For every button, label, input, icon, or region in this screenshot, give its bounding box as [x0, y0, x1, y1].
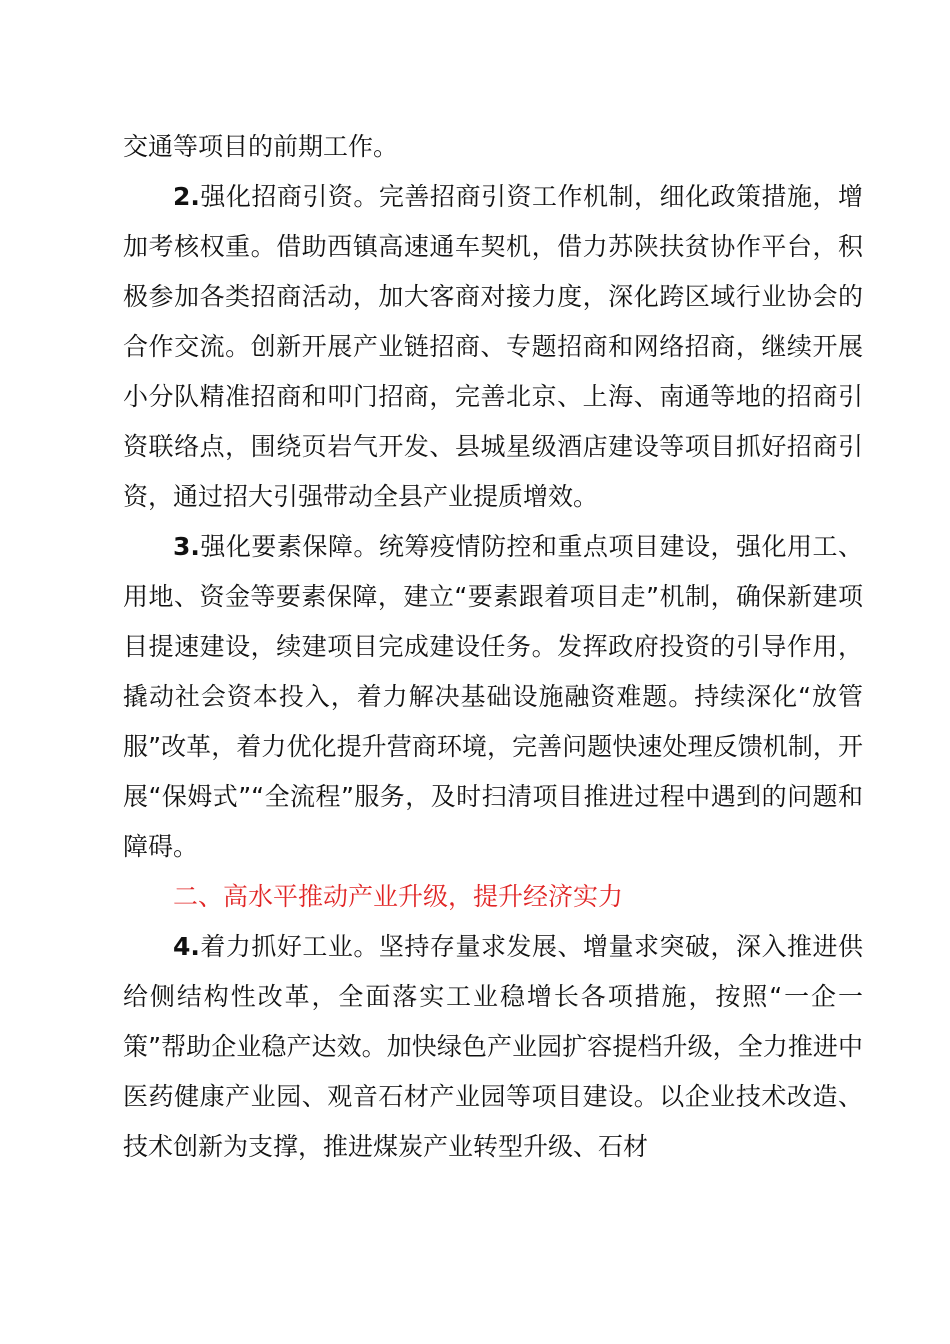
paragraph-4-industry: [123, 922, 863, 1172]
paragraph-text: 交通等项目的前期工作。: [123, 132, 399, 161]
section-heading-industrial-upgrade: 二、高水平推动产业升级，提升经济实力: [173, 882, 624, 911]
paragraph-2-attract-investment: [123, 172, 863, 522]
paragraph-continuation: [123, 122, 863, 172]
paragraph-number: 2.: [173, 182, 200, 211]
paragraph-3-factor-guarantee: [123, 522, 863, 872]
paragraph-text: 强化招商引资。完善招商引资工作机制，细化政策措施，增加考核权重。借助西镇高速通车契机，借力苏陕扶贫协作平台，积极参加各类招商活动，加大客商对接力度，深化跨区域行业协会的合作交流。创新开展产业链招商、专题招商和网络招商，继续开展小分队精准招商和叩门招商，完善北京、上海、南通等地的招商引资联络点，围绕页岩气开发、县城星级酒店建设等项目抓好招商引资，通过招大引强带动全县产业提质增效。: [123, 182, 863, 511]
paragraph-number: 3.: [173, 532, 200, 561]
document-page: [123, 122, 863, 1172]
paragraph-number: 4.: [173, 932, 200, 961]
paragraph-text: 强化要素保障。统筹疫情防控和重点项目建设，强化用工、用地、资金等要素保障，建立“要素跟着项目走”机制，确保新建项目提速建设，续建项目完成建设任务。发挥政府投资的引导作用，撬动社会资本投入，着力解决基础设施融资难题。持续深化“放管服”改革，着力优化提升营商环境，完善问题快速处理反馈机制，开展“保姆式”“全流程”服务，及时扫清项目推进过程中遇到的问题和障碍。: [123, 532, 863, 861]
paragraph-text: 着力抓好工业。坚持存量求发展、增量求突破，深入推进供给侧结构性改革，全面落实工业稳增长各项措施，按照“一企一策”帮助企业稳产达效。加快绿色产业园扩容提档升级，全力推进中医药健康产业园、观音石材产业园等项目建设。以企业技术改造、技术创新为支撑，推进煤炭产业转型升级、石材: [123, 932, 863, 1161]
